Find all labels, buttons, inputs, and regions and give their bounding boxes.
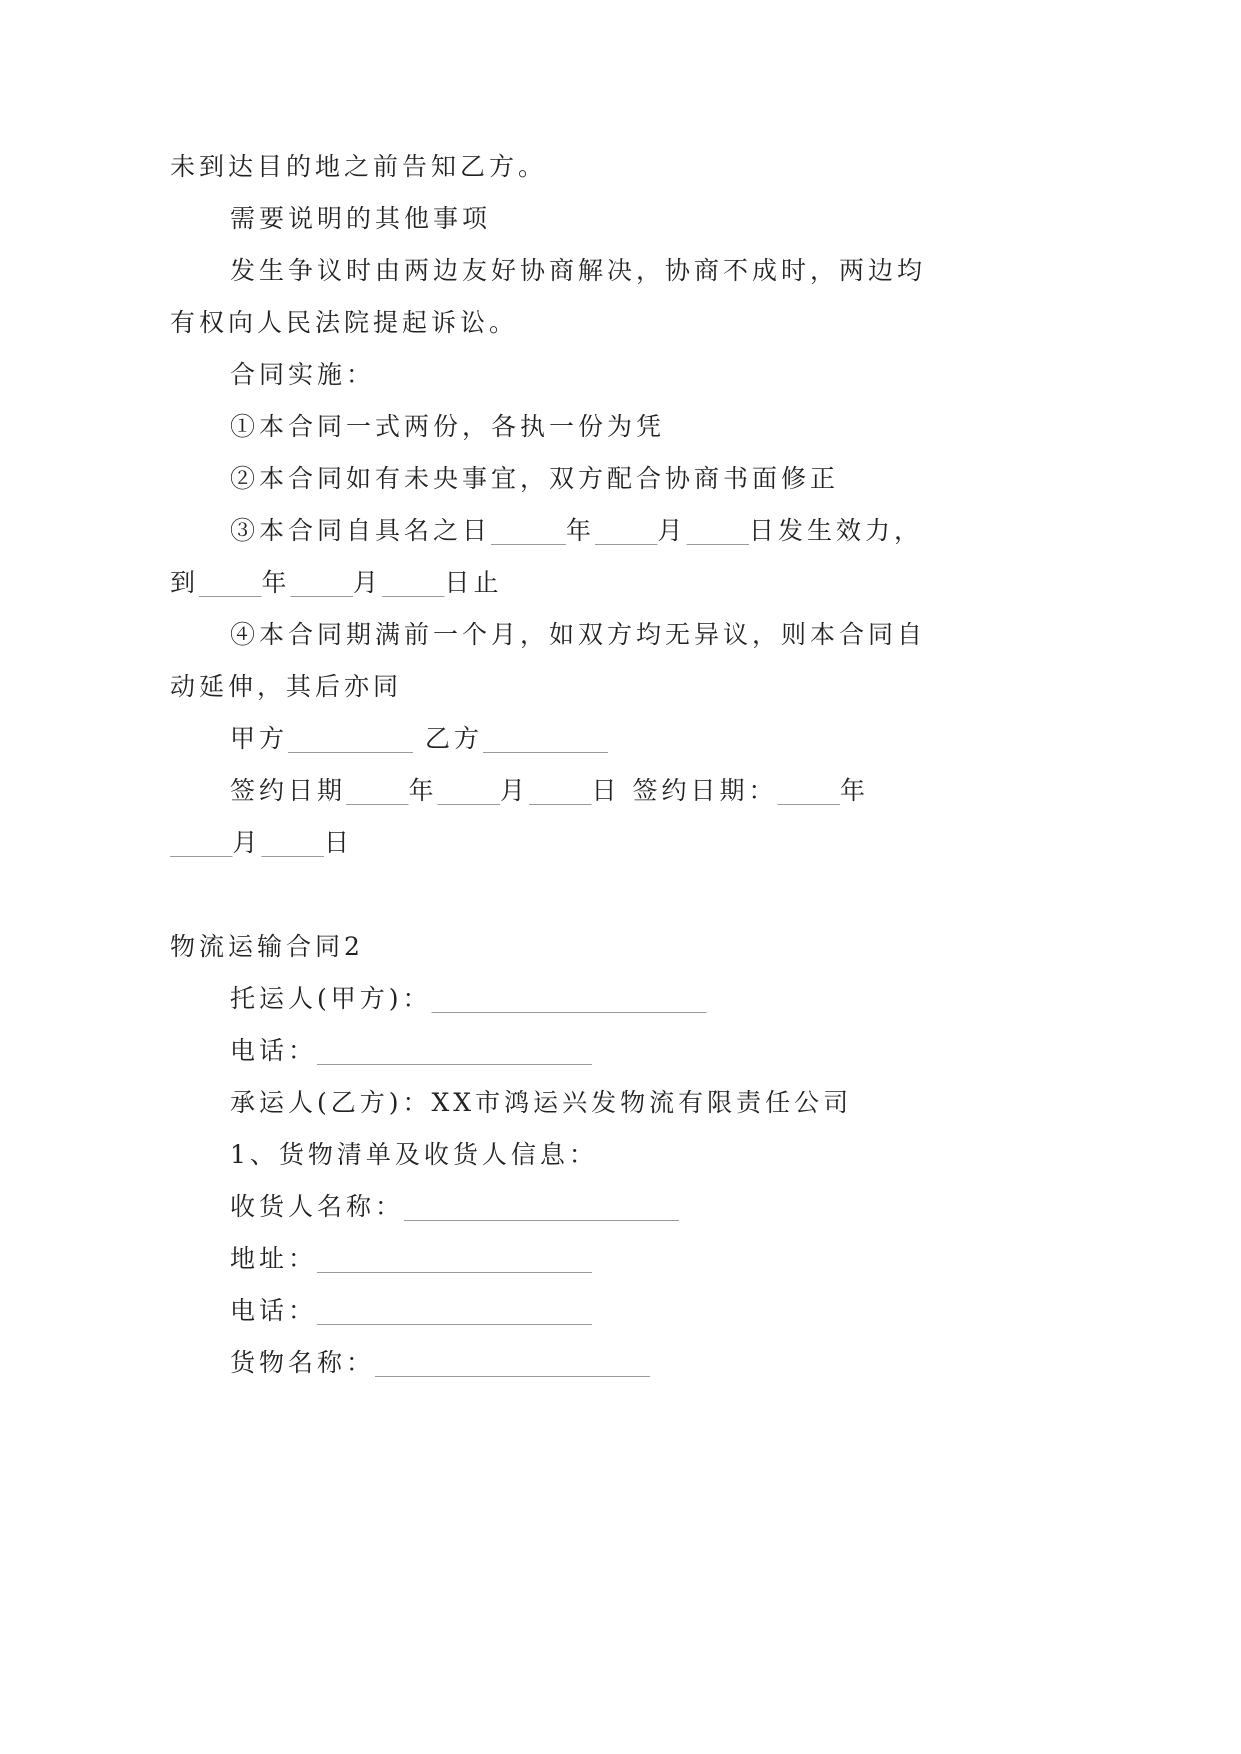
section-title: 物流运输合同2 — [170, 932, 364, 961]
blank-line: ______________________ — [317, 1036, 593, 1065]
blank-line: ______ — [491, 516, 567, 545]
blank-line: _____ — [529, 776, 592, 805]
text-line: 未到达目的地之前告知乙方。 — [170, 152, 548, 181]
blank-line: ______________________ — [375, 1348, 651, 1377]
blank-line: ______________________ — [431, 984, 707, 1013]
clause-3-cont: 到_____年_____月_____日止 — [170, 568, 503, 597]
address-field: 地址：______________________ — [230, 1244, 593, 1273]
document-page — [170, 141, 970, 1389]
blank-line: _____ — [437, 776, 501, 805]
carrier-line: 承运人(乙方)：XX市鸿运兴发物流有限责任公司 — [230, 1088, 853, 1117]
signing-dates-cont: _____月_____日 — [170, 828, 354, 857]
party-signatures: 甲方__________ 乙方__________ — [230, 724, 608, 753]
cargo-name-field: 货物名称：______________________ — [230, 1348, 651, 1377]
text-line: 发生争议时由两边友好协商解决，协商不成时，两边均 — [230, 256, 927, 285]
clause-2: ②本合同如有未央事宜，双方配合协商书面修正 — [230, 464, 840, 493]
clause-4-cont: 动延伸，其后亦同 — [170, 672, 403, 701]
blank-line: _____ — [382, 568, 445, 597]
blank-line: _____ — [170, 828, 233, 857]
clause-4: ④本合同期满前一个月，如双方均无异议，则本合同自 — [230, 620, 927, 649]
blank-line: ______________________ — [317, 1244, 593, 1273]
blank-line: ______________________ — [404, 1192, 680, 1221]
text-line: 合同实施： — [230, 360, 376, 389]
blank-line: _____ — [595, 516, 658, 545]
blank-line: __________ — [288, 724, 414, 753]
shipper-field: 托运人(甲方)：______________________ — [230, 984, 707, 1013]
signing-dates: 签约日期_____年_____月_____日 签约日期：_____年 — [230, 776, 870, 805]
text-line: 需要说明的其他事项 — [230, 204, 492, 233]
blank-line: _____ — [777, 776, 840, 805]
blank-line: _____ — [199, 568, 262, 597]
blank-line: _____ — [346, 776, 409, 805]
text-line: 有权向人民法院提起诉讼。 — [170, 308, 519, 337]
cargo-heading: 1、货物清单及收货人信息： — [230, 1140, 598, 1169]
consignee-phone-field: 电话：______________________ — [230, 1296, 593, 1325]
blank-line: _____ — [290, 568, 354, 597]
blank-line: _____ — [686, 516, 750, 545]
consignee-name-field: 收货人名称：______________________ — [230, 1192, 680, 1221]
clause-1: ①本合同一式两份，各执一份为凭 — [230, 412, 666, 441]
shipper-phone-field: 电话：______________________ — [230, 1036, 593, 1065]
blank-line: ______________________ — [317, 1296, 593, 1325]
clause-3: ③本合同自具名之日______年_____月_____日发生效力， — [230, 516, 924, 545]
blank-line: _____ — [261, 828, 325, 857]
blank-line: __________ — [482, 724, 608, 753]
